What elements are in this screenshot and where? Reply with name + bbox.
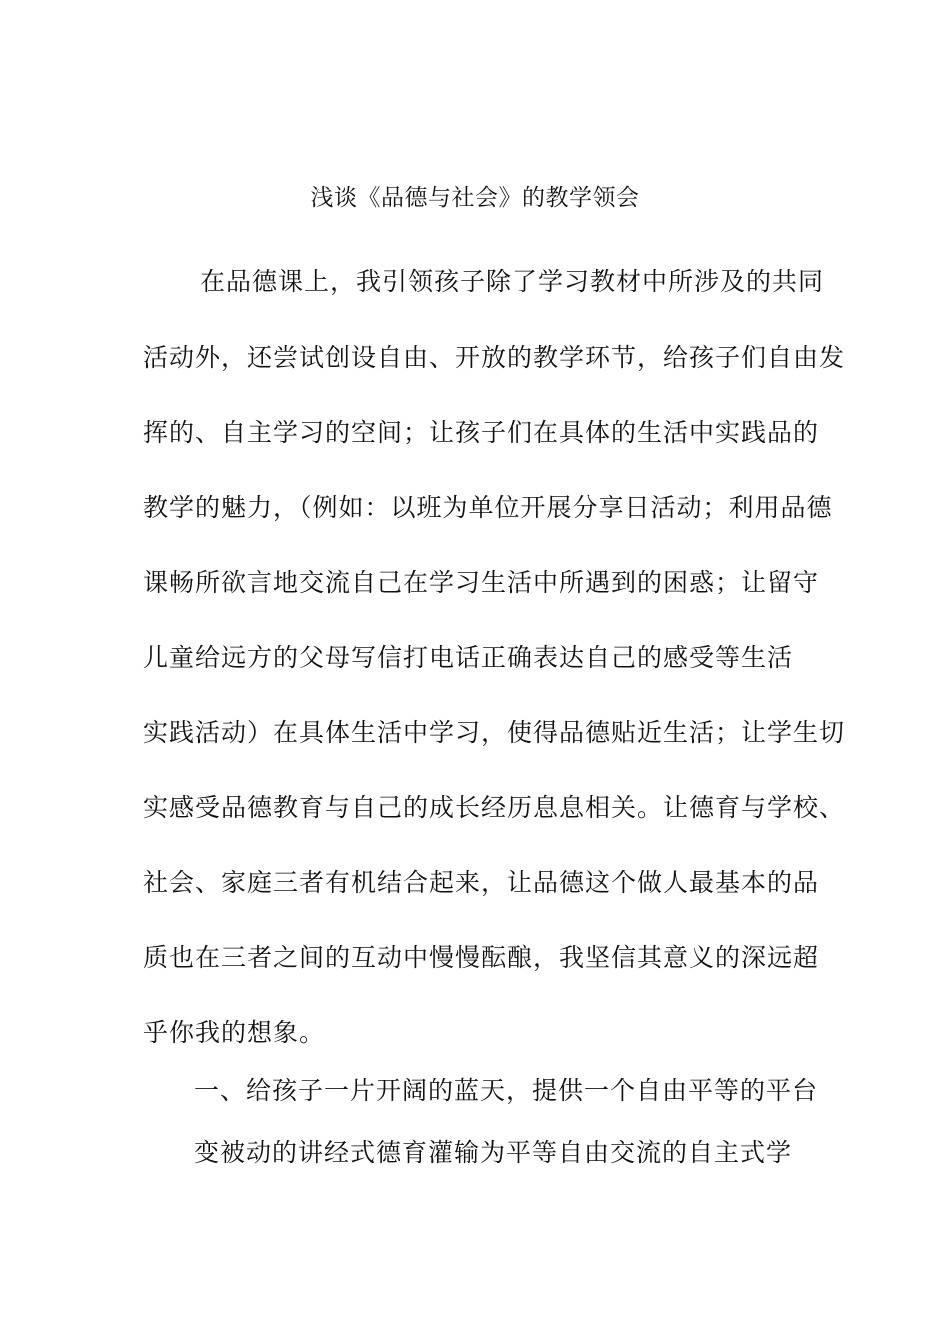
section-first-line: 变被动的讲经式德育灌输为平等自由交流的自主式学 bbox=[194, 1138, 793, 1167]
paragraph-line-6: 儿童给远方的父母写信打电话正确表达自己的感受等生活 bbox=[143, 643, 794, 672]
paragraph-line-8: 实感受品德教育与自己的成长经历息息相关。让德育与学校、 bbox=[143, 793, 846, 822]
section-heading: 一、给孩子一片开阔的蓝天，提供一个自由平等的平台 bbox=[194, 1076, 819, 1105]
paragraph-line-9: 社会、家庭三者有机结合起来，让品德这个做人最基本的品 bbox=[143, 868, 820, 897]
document-title: 浅谈《品德与社会》的教学领会 bbox=[310, 185, 640, 211]
paragraph-line-3: 挥的、自主学习的空间；让孩子们在具体的生活中实践品的 bbox=[143, 418, 820, 447]
paragraph-line-10: 质也在三者之间的互动中慢慢酝酿，我坚信其意义的深远超 bbox=[143, 943, 820, 972]
paragraph-line-11: 乎你我的想象。 bbox=[143, 1018, 326, 1047]
paragraph-line-7: 实践活动）在具体生活中学习，使得品德贴近生活；让学生切 bbox=[143, 718, 846, 747]
paragraph-line-2: 活动外，还尝试创设自由、开放的教学环节，给孩子们自由发 bbox=[143, 343, 846, 372]
paragraph-line-4: 教学的魅力，（例如：以班为单位开展分享日活动；利用品德 bbox=[143, 493, 833, 522]
paragraph-line-5: 课畅所欲言地交流自己在学习生活中所遇到的困惑；让留守 bbox=[143, 568, 820, 597]
paragraph-line-1: 在品德课上，我引领孩子除了学习教材中所涉及的共同 bbox=[200, 267, 825, 296]
